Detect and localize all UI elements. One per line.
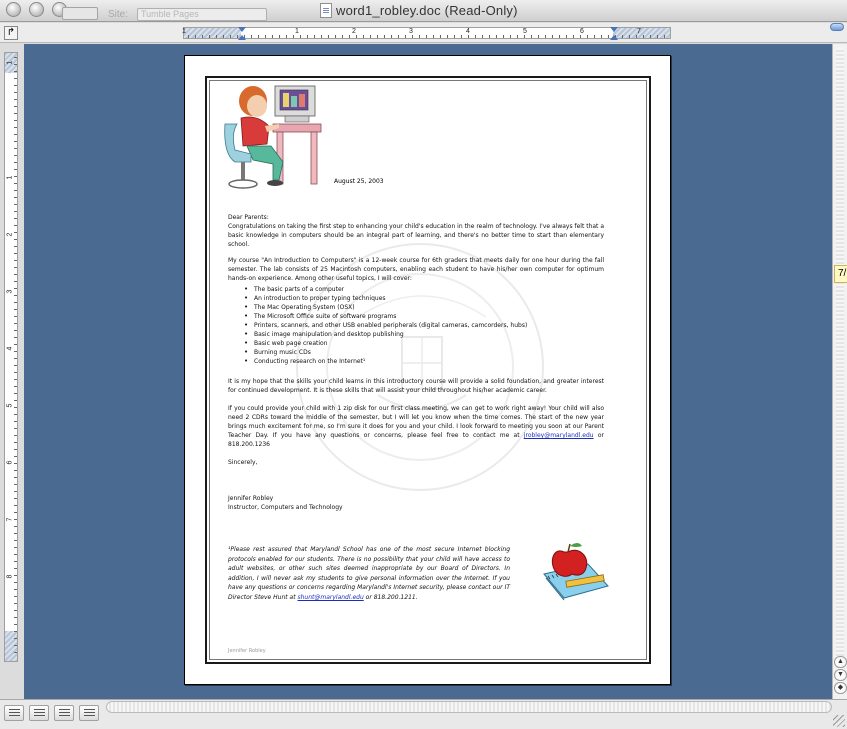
ruler-tick bbox=[559, 35, 560, 38]
ruler-tick bbox=[573, 35, 574, 38]
ruler-tick bbox=[601, 35, 602, 38]
ruler-tick bbox=[14, 575, 17, 576]
ruler-tick bbox=[14, 120, 17, 121]
ruler-tick bbox=[14, 323, 17, 324]
list-item: • Burning music CDs bbox=[244, 348, 527, 357]
ruler-tick bbox=[258, 35, 259, 38]
ruler-tick bbox=[412, 35, 413, 38]
ruler-tick bbox=[14, 449, 17, 450]
child-at-computer-illustration bbox=[221, 84, 326, 197]
ruler-tick bbox=[223, 35, 224, 38]
ruler-tick bbox=[14, 239, 17, 240]
ruler-tick bbox=[14, 309, 17, 310]
list-item: • Conducting research on the Internet¹ bbox=[244, 357, 527, 366]
ruler-tick bbox=[14, 134, 17, 135]
ruler-tick bbox=[230, 35, 231, 38]
horizontal-ruler[interactable] bbox=[183, 27, 671, 39]
ruler-tick bbox=[14, 610, 17, 611]
ruler-tick bbox=[244, 35, 245, 38]
document-icon bbox=[320, 3, 332, 18]
ruler-tick bbox=[419, 35, 420, 38]
ruler-tick bbox=[461, 35, 462, 38]
ruler-tick bbox=[538, 35, 539, 38]
list-item: • Basic web page creation bbox=[244, 339, 527, 348]
ruler-tick bbox=[300, 35, 301, 38]
scroll-down-button[interactable]: ▼ bbox=[834, 669, 847, 681]
ruler-tick bbox=[14, 505, 17, 506]
ruler-tick bbox=[14, 176, 17, 177]
ruler-tick bbox=[468, 35, 469, 38]
ruler-number: 5 bbox=[6, 403, 14, 408]
ruler-tick bbox=[14, 344, 17, 345]
apple-on-notebook-illustration bbox=[540, 540, 612, 604]
ruler-number: 3 bbox=[6, 289, 14, 294]
ruler-tick bbox=[14, 358, 17, 359]
ruler-tick bbox=[14, 330, 17, 331]
normal-view-button[interactable] bbox=[4, 705, 24, 721]
ruler-tick bbox=[636, 35, 637, 38]
ruler-tick bbox=[14, 428, 17, 429]
ruler-tick bbox=[14, 379, 17, 380]
ruler-tick bbox=[587, 35, 588, 38]
ruler-tick bbox=[14, 127, 17, 128]
ruler-tick bbox=[433, 35, 434, 38]
list-item: • The Mac Operating System (OSX) bbox=[244, 303, 527, 312]
signature-name: Jennifer Robley bbox=[228, 495, 274, 502]
window-titlebar[interactable] bbox=[0, 0, 847, 22]
ruler-tick bbox=[14, 582, 17, 583]
ruler-tick bbox=[517, 35, 518, 38]
ruler-tick bbox=[664, 35, 665, 38]
scroll-buttons bbox=[833, 655, 847, 699]
ruler-number: 3 bbox=[409, 28, 413, 35]
ruler-tick bbox=[202, 35, 203, 38]
ruler-tick bbox=[531, 35, 532, 38]
ruler-tick bbox=[14, 631, 17, 632]
ruler-tick bbox=[342, 35, 343, 38]
ruler-number: 1 bbox=[182, 28, 186, 35]
ruler-number: 7 bbox=[6, 517, 14, 522]
ruler-tick bbox=[545, 35, 546, 38]
status-bar bbox=[0, 699, 847, 729]
ruler-tick bbox=[503, 35, 504, 38]
ruler-tick bbox=[14, 274, 17, 275]
ruler-tick bbox=[14, 484, 17, 485]
signature-title: Instructor, Computers and Technology bbox=[228, 504, 343, 511]
ruler-tick bbox=[356, 35, 357, 38]
ruler-tick bbox=[14, 246, 17, 247]
ruler-number: 1 bbox=[295, 28, 299, 35]
horizontal-scrollbar[interactable] bbox=[106, 701, 832, 713]
ruler-number: 2 bbox=[6, 232, 14, 237]
vertical-scrollbar[interactable] bbox=[832, 44, 847, 699]
resize-grip[interactable] bbox=[833, 715, 845, 727]
list-item: • An introduction to proper typing techniques bbox=[244, 294, 527, 303]
ruler-tick bbox=[349, 35, 350, 38]
ruler-tick bbox=[237, 35, 238, 38]
ruler-tick bbox=[594, 35, 595, 38]
ruler-tick bbox=[251, 35, 252, 38]
ruler-tick bbox=[14, 477, 17, 478]
ruler-number: 4 bbox=[6, 346, 14, 351]
ruler-tick bbox=[14, 197, 17, 198]
ruler-tick bbox=[14, 540, 17, 541]
ruler-tick bbox=[14, 435, 17, 436]
ruler-tick bbox=[321, 35, 322, 38]
page-layout-view-button[interactable] bbox=[54, 705, 74, 721]
close-window-button[interactable] bbox=[6, 2, 21, 17]
closing: Sincerely, bbox=[228, 459, 258, 466]
ruler-tick bbox=[14, 106, 17, 107]
ruler-tick bbox=[286, 35, 287, 38]
ruler-tick bbox=[14, 155, 17, 156]
ruler-number: 6 bbox=[580, 28, 584, 35]
ruler-tick bbox=[14, 414, 17, 415]
ruler-tick bbox=[629, 35, 630, 38]
ruler-tick bbox=[650, 35, 651, 38]
ruler-tick bbox=[328, 35, 329, 38]
ruler-tick bbox=[14, 183, 17, 184]
outline-view-button[interactable] bbox=[79, 705, 99, 721]
ruler-tick bbox=[14, 99, 17, 100]
ruler-tick bbox=[398, 35, 399, 38]
ruler-tick bbox=[14, 225, 17, 226]
paragraph-goals: It is my hope that the skills your child learns in this introductory course will provide a solid foundation, and greater interest for continued development. It is these skills that will assist your child throughout his/her academic career. bbox=[228, 378, 604, 394]
ruler-bar bbox=[0, 23, 847, 43]
ruler-tick bbox=[14, 113, 17, 114]
ruler-tick bbox=[482, 35, 483, 38]
footnote-email-link[interactable]: shunt@marylandl.edu bbox=[297, 593, 364, 601]
vertical-ruler[interactable] bbox=[4, 52, 18, 662]
ruler-tick bbox=[14, 316, 17, 317]
footnote: ¹Please rest assured that Marylandl School has one of the most secure Internet blocking protocols enabled for our students. There is no possibility that your child will have access to adult websites, or other such sites deemed inappropriate by our Board of Directors. In addition, I will never ask my students to give personal information over the Internet. If you have any questions or concerns regarding Marylandl's Internet security, please contact our IT Director Steve Hunt at shunt@marylandl.edu or 818.200.1211. bbox=[228, 546, 510, 601]
ruler-tick bbox=[615, 35, 616, 38]
bottom-margin-area bbox=[5, 631, 17, 661]
ruler-tick bbox=[14, 267, 17, 268]
ruler-tick bbox=[14, 596, 17, 597]
ruler-tick bbox=[314, 35, 315, 38]
page-footer: Jennifer Robley bbox=[228, 648, 266, 654]
ruler-tick bbox=[14, 288, 17, 289]
ruler-number: 6 bbox=[6, 460, 14, 465]
ruler-tick bbox=[14, 218, 17, 219]
ruler-tick bbox=[14, 92, 17, 93]
email-link[interactable]: jrobley@marylandl.edu bbox=[523, 432, 594, 439]
ruler-tick bbox=[14, 204, 17, 205]
ruler-tick bbox=[188, 35, 189, 38]
ruler-tick bbox=[643, 35, 644, 38]
vertical-scroll-track[interactable] bbox=[836, 48, 844, 688]
ruler-tick bbox=[14, 393, 17, 394]
ruler-tick bbox=[279, 35, 280, 38]
ruler-tick bbox=[14, 589, 17, 590]
ruler-tick bbox=[14, 645, 17, 646]
list-item: • Basic image manipulation and desktop publishing bbox=[244, 330, 527, 339]
ruler-tick bbox=[14, 554, 17, 555]
ruler-tick bbox=[440, 35, 441, 38]
ruler-tick bbox=[14, 64, 17, 65]
ruler-tick bbox=[14, 78, 17, 79]
ruler-tick bbox=[14, 456, 17, 457]
ruler-tick bbox=[14, 260, 17, 261]
ruler-tick bbox=[14, 638, 17, 639]
ruler-tick bbox=[14, 295, 17, 296]
site-label: Site: bbox=[108, 9, 129, 20]
ruler-tick bbox=[14, 442, 17, 443]
ruler-tick bbox=[14, 463, 17, 464]
ruler-tick bbox=[14, 400, 17, 401]
ruler-tick bbox=[14, 365, 17, 366]
topic-list bbox=[244, 285, 527, 366]
tab-selector-button[interactable]: ↱ bbox=[4, 26, 18, 40]
ruler-tick bbox=[14, 71, 17, 72]
ruler-tick bbox=[14, 547, 17, 548]
ruler-tick bbox=[14, 652, 17, 653]
page-number-tooltip: 7/ bbox=[834, 265, 847, 283]
ruler-tick bbox=[209, 35, 210, 38]
ruler-tick bbox=[14, 568, 17, 569]
ruler-tick bbox=[272, 35, 273, 38]
toolbar-controls[interactable] bbox=[62, 7, 98, 20]
ruler-tick bbox=[14, 407, 17, 408]
ruler-tick bbox=[14, 526, 17, 527]
list-item: • Printers, scanners, and other USB enabled peripherals (digital cameras, camcorders, hubs) bbox=[244, 321, 527, 330]
ruler-tick bbox=[265, 35, 266, 38]
ruler-tick bbox=[14, 512, 17, 513]
salutation: Dear Parents: bbox=[228, 214, 269, 221]
ruler-tick bbox=[14, 386, 17, 387]
ruler-tick bbox=[14, 351, 17, 352]
ruler-tick bbox=[14, 624, 17, 625]
ruler-tick bbox=[552, 35, 553, 38]
ruler-tick bbox=[14, 372, 17, 373]
ruler-tick bbox=[14, 190, 17, 191]
ruler-tick bbox=[524, 35, 525, 38]
ruler-tick bbox=[447, 35, 448, 38]
ruler-tick bbox=[510, 35, 511, 38]
ruler-number: 5 bbox=[523, 28, 527, 35]
ruler-tick bbox=[14, 211, 17, 212]
letter-date: August 25, 2003 bbox=[334, 178, 384, 185]
ruler-tick bbox=[14, 232, 17, 233]
ruler-number: 1 bbox=[6, 60, 14, 65]
left-margin-area bbox=[184, 28, 241, 38]
document-page[interactable] bbox=[184, 55, 671, 685]
ruler-tick bbox=[14, 470, 17, 471]
ruler-tick bbox=[377, 35, 378, 38]
ruler-tick bbox=[608, 35, 609, 38]
web-layout-view-button[interactable] bbox=[29, 705, 49, 721]
ruler-tick bbox=[454, 35, 455, 38]
ruler-tick bbox=[335, 35, 336, 38]
ruler-tick bbox=[14, 421, 17, 422]
select-browse-object-button[interactable]: ◆ bbox=[834, 682, 847, 694]
ruler-tick bbox=[657, 35, 658, 38]
ruler-tick bbox=[475, 35, 476, 38]
ruler-tick bbox=[14, 337, 17, 338]
ruler-tick bbox=[622, 35, 623, 38]
ruler-tick bbox=[14, 281, 17, 282]
ruler-tick bbox=[14, 57, 17, 58]
ruler-tick bbox=[566, 35, 567, 38]
ruler-tick bbox=[293, 35, 294, 38]
ruler-tick bbox=[216, 35, 217, 38]
minimize-window-button[interactable] bbox=[29, 2, 44, 17]
paragraph-supplies: If you could provide your child with 1 zip disk for our first class meeting, we can get to work right away! Your child will also need 2 CDRs toward the middle of the semester, but I will let you know when the time comes. The start of the new year brings much excitement for me, so I'm sure it does for you and your child. I look forward to meeting you soon at our Parent Teacher Day. If you have any questions or concerns, please feel free to contact me at jrobley@marylandl.edu or 818.200.1236 bbox=[228, 405, 604, 448]
ruler-number: 2 bbox=[352, 28, 356, 35]
ruler-tick bbox=[405, 35, 406, 38]
ruler-tick bbox=[14, 162, 17, 163]
ruler-tick bbox=[14, 148, 17, 149]
ruler-tick bbox=[307, 35, 308, 38]
site-field[interactable]: Tumble Pages bbox=[137, 8, 267, 21]
ruler-number: 4 bbox=[466, 28, 470, 35]
ruler-tick bbox=[14, 603, 17, 604]
window-title: word1_robley.doc (Read-Only) bbox=[336, 3, 518, 18]
ruler-tick bbox=[426, 35, 427, 38]
ruler-tick bbox=[14, 498, 17, 499]
left-indent-marker[interactable] bbox=[238, 27, 246, 40]
ruler-tick bbox=[14, 141, 17, 142]
ruler-tick bbox=[370, 35, 371, 38]
ruler-tick bbox=[14, 533, 17, 534]
ruler-tick bbox=[14, 302, 17, 303]
ruler-tick bbox=[14, 491, 17, 492]
right-indent-marker[interactable] bbox=[610, 27, 618, 40]
ruler-tick bbox=[14, 519, 17, 520]
ruler-tick bbox=[14, 561, 17, 562]
ruler-tick bbox=[384, 35, 385, 38]
ruler-tick bbox=[391, 35, 392, 38]
ruler-tick bbox=[14, 253, 17, 254]
scroll-up-button[interactable]: ▲ bbox=[834, 656, 847, 668]
ruler-tick bbox=[14, 617, 17, 618]
ruler-tick bbox=[14, 85, 17, 86]
ruler-tick bbox=[580, 35, 581, 38]
ruler-tick bbox=[496, 35, 497, 38]
list-item: • The Microsoft Office suite of software programs bbox=[244, 312, 527, 321]
toolbar-toggle-button[interactable] bbox=[830, 23, 844, 31]
paragraph-intro: Congratulations on taking the first step to enhancing your child's education in the realm of technology. I've always felt that a basic knowledge in computers should be an integral part of learning, and there's no better time to start than elementary school. bbox=[228, 223, 604, 248]
ruler-tick bbox=[195, 35, 196, 38]
ruler-number: 1 bbox=[6, 175, 14, 180]
ruler-number: 8 bbox=[6, 574, 14, 579]
ruler-tick bbox=[489, 35, 490, 38]
ruler-tick bbox=[14, 169, 17, 170]
ruler-tick bbox=[363, 35, 364, 38]
list-item: • The basic parts of a computer bbox=[244, 285, 527, 294]
ruler-number: 7 bbox=[637, 28, 641, 35]
paragraph-course: My course "An Introduction to Computers" is a 12-week course for 6th graders that meets daily for one hour during the fall semester. The lab consists of 25 Macintosh computers, enabling each student to have his/her own computer for optimum hands-on experience. Among other useful topics, I will cover: bbox=[228, 257, 604, 282]
